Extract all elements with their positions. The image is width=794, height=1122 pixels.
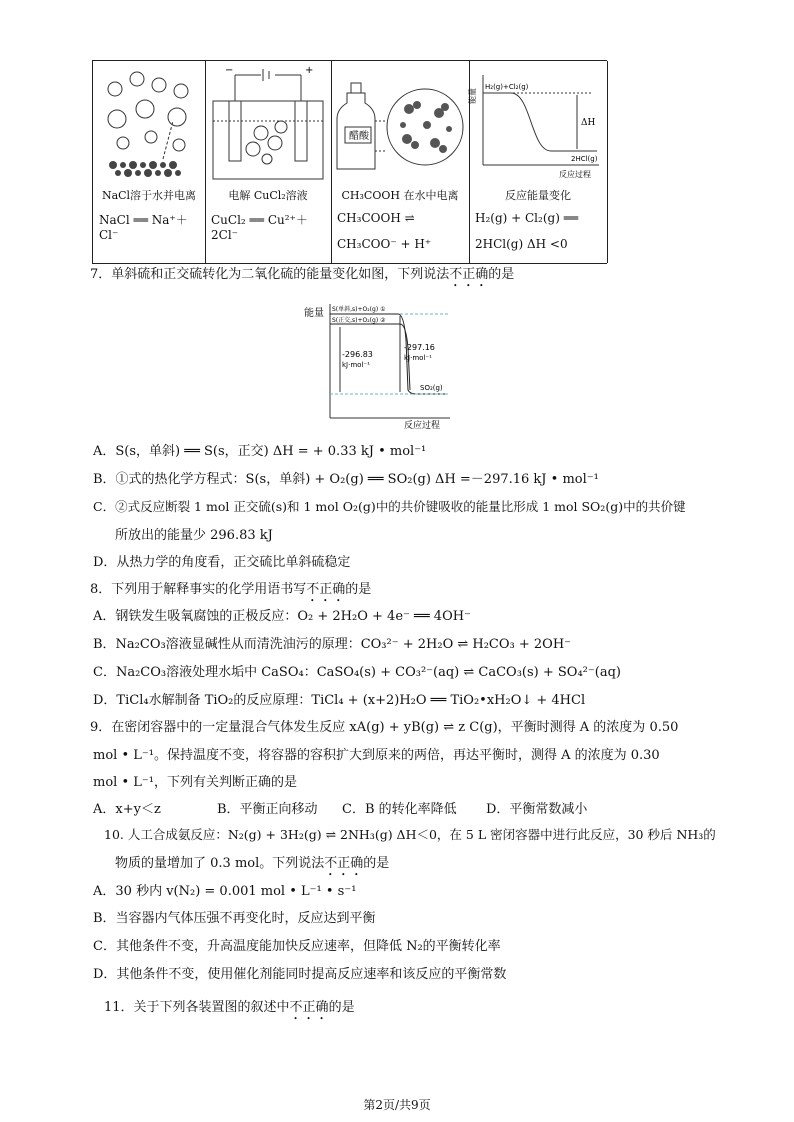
question-9-line1: 9．在密闭容器中的一定量混合气体发生反应 xA(g) + yB(g) ⇌ z C(g)，平衡时测得 A 的浓度为 0.50 <box>90 720 679 735</box>
question-11-stem: 11．关于下列各装置图的叙述中不正确的是 <box>104 1000 355 1015</box>
small-chart-bottom-label: 2HCl(g) <box>571 155 598 163</box>
question-7-stem: 7．单斜硫和正交硫转化为二氧化硫的能量变化如图，下列说法不正确的是 <box>90 267 515 282</box>
acetic-acid-illustration <box>331 61 469 185</box>
q9-option-d: D．平衡常数减小 <box>486 802 588 817</box>
q10-option-d: D．其他条件不变，使用催化剂能同时提高反应速率和该反应的平衡常数 <box>93 967 507 982</box>
q8-option-a: A．钢铁发生吸氧腐蚀的正极反应：O₂ + 2H₂O + 4e⁻ ══ 4OH⁻ <box>93 609 471 624</box>
q9-option-b: B．平衡正向移动 <box>217 802 318 817</box>
question-9-line2: mol • L⁻¹。保持温度不变，将容器的容积扩大到原来的两倍，再达平衡时，测得 A 的浓度为 0.30 <box>93 748 660 763</box>
cell-equation: CH₃COOH ⇌ <box>337 211 415 225</box>
question-10-line1: 10. 人工合成氨反应：N₂(g) + 3H₂(g) ⇌ 2NH₃(g) ΔH＜0，在 5 L 密闭容器中进行此反应，30 秒后 NH₃的 <box>104 827 716 842</box>
figure-table <box>92 60 607 264</box>
svg-text:+: + <box>305 65 314 76</box>
chart-value-1-unit: kJ·mol⁻¹ <box>342 361 370 369</box>
chart-value-2: -297.16 <box>404 343 435 352</box>
q10-option-b: B．当容器内气体压强不再变化时，反应达到平衡 <box>93 911 376 926</box>
table-cell-acetic-acid <box>331 61 470 263</box>
small-chart-ylabel: 能量 <box>468 88 477 104</box>
q10-option-a: A．30 秒内 v(N₂) = 0.001 mol • L⁻¹ • s⁻¹ <box>93 884 357 899</box>
cell-equation: NaCl ══ Na⁺＋Cl⁻ <box>99 213 188 242</box>
q7-option-a: A．S(s，单斜) ══ S(s，正交) ΔH = + 0.33 kJ • mol⁻¹ <box>93 444 427 459</box>
cell-equation-2: CH₃COO⁻ + H⁺ <box>337 237 432 251</box>
q8-option-d: D．TiCl₄水解制备 TiO₂的反应原理：TiCl₄ + (x+2)H₂O ══ TiO₂•xH₂O↓ + 4HCl <box>93 693 586 708</box>
cell-equation-2: 2HCl(g) ΔH <0 <box>475 237 568 251</box>
q10-option-c: C．其他条件不变，升高温度能加快反应速率，但降低 N₂的平衡转化率 <box>93 939 501 954</box>
chart-xlabel: 反应过程 <box>404 421 441 431</box>
table-cell-electrolysis <box>205 61 332 263</box>
cell-caption: 电解 CuCl₂溶液 <box>228 189 308 202</box>
cell-caption: 反应能量变化 <box>505 189 571 202</box>
bottle-label: 醋酸 <box>349 131 369 142</box>
table-cell-nacl <box>93 61 206 263</box>
q7-option-c-line2: 所放出的能量少 296.83 kJ <box>115 528 273 543</box>
chart-ylabel: 能量 <box>304 308 324 319</box>
chart-line-1-label: S(单斜,s)+O₂(g) ① <box>332 306 386 313</box>
q8-option-c: C．Na₂CO₃溶液处理水垢中 CaSO₄：CaSO₄(s) + CO₃²⁻(aq) ⇌ CaCO₃(s) + SO₄²⁻(aq) <box>93 665 621 680</box>
table-cell-energy <box>469 61 608 263</box>
cell-equation: CuCl₂ ══ Cu²⁺＋2Cl⁻ <box>211 213 308 242</box>
question-9-line3: mol • L⁻¹，下列有关判断正确的是 <box>93 775 297 790</box>
nacl-dissolution-illustration <box>93 61 205 185</box>
chart-value-2-unit: kJ·mol⁻¹ <box>404 354 432 362</box>
cell-caption: CH₃COOH 在水中电离 <box>341 189 459 202</box>
chart-line-2-label: S(正交,s)+O₂(g) ② <box>332 317 386 324</box>
chart-value-1: -296.83 <box>342 350 373 359</box>
svg-text:−: − <box>225 65 234 76</box>
chart-product-label: SO₂(g) <box>420 384 443 392</box>
q9-option-a: A．x+y＜z <box>93 802 161 817</box>
q9-option-c: C．B 的转化率降低 <box>342 802 457 817</box>
small-chart-top-label: H₂(g)+Cl₂(g) <box>485 83 529 91</box>
q8-option-b: B．Na₂CO₃溶液显碱性从而清洗油污的原理：CO₃²⁻ + 2H₂O ⇌ H₂CO₃ + 2OH⁻ <box>93 637 572 652</box>
cell-caption: NaCl溶于水并电离 <box>101 189 197 202</box>
q7-option-b: B．①式的热化学方程式：S(s，单斜) + O₂(g) ══ SO₂(g) ΔH =－297.16 kJ • mol⁻¹ <box>93 472 599 487</box>
q7-option-d: D．从热力学的角度看，正交硫比单斜硫稳定 <box>93 555 351 570</box>
small-chart-dh: ΔH <box>581 118 596 128</box>
electrolysis-illustration <box>205 61 331 185</box>
question-10-line2: 物质的量增加了 0.3 mol。下列说法不正确的是 <box>115 856 390 871</box>
small-chart-xlabel: 反应过程 <box>559 170 591 179</box>
question-8-stem: 8．下列用于解释事实的化学用语书写不正确的是 <box>90 582 372 597</box>
page-footer: 第2页/共9页 <box>363 1098 431 1112</box>
cell-equation: H₂(g) + Cl₂(g) ══ <box>475 211 579 225</box>
energy-change-small-chart <box>469 61 607 185</box>
sulfur-energy-chart <box>300 300 460 430</box>
q7-option-c-line1: C．②式反应断裂 1 mol 正交硫(s)和 1 mol O₂(g)中的共价键吸收的能量比形成 1 mol SO₂(g)中的共价键 <box>93 499 686 514</box>
